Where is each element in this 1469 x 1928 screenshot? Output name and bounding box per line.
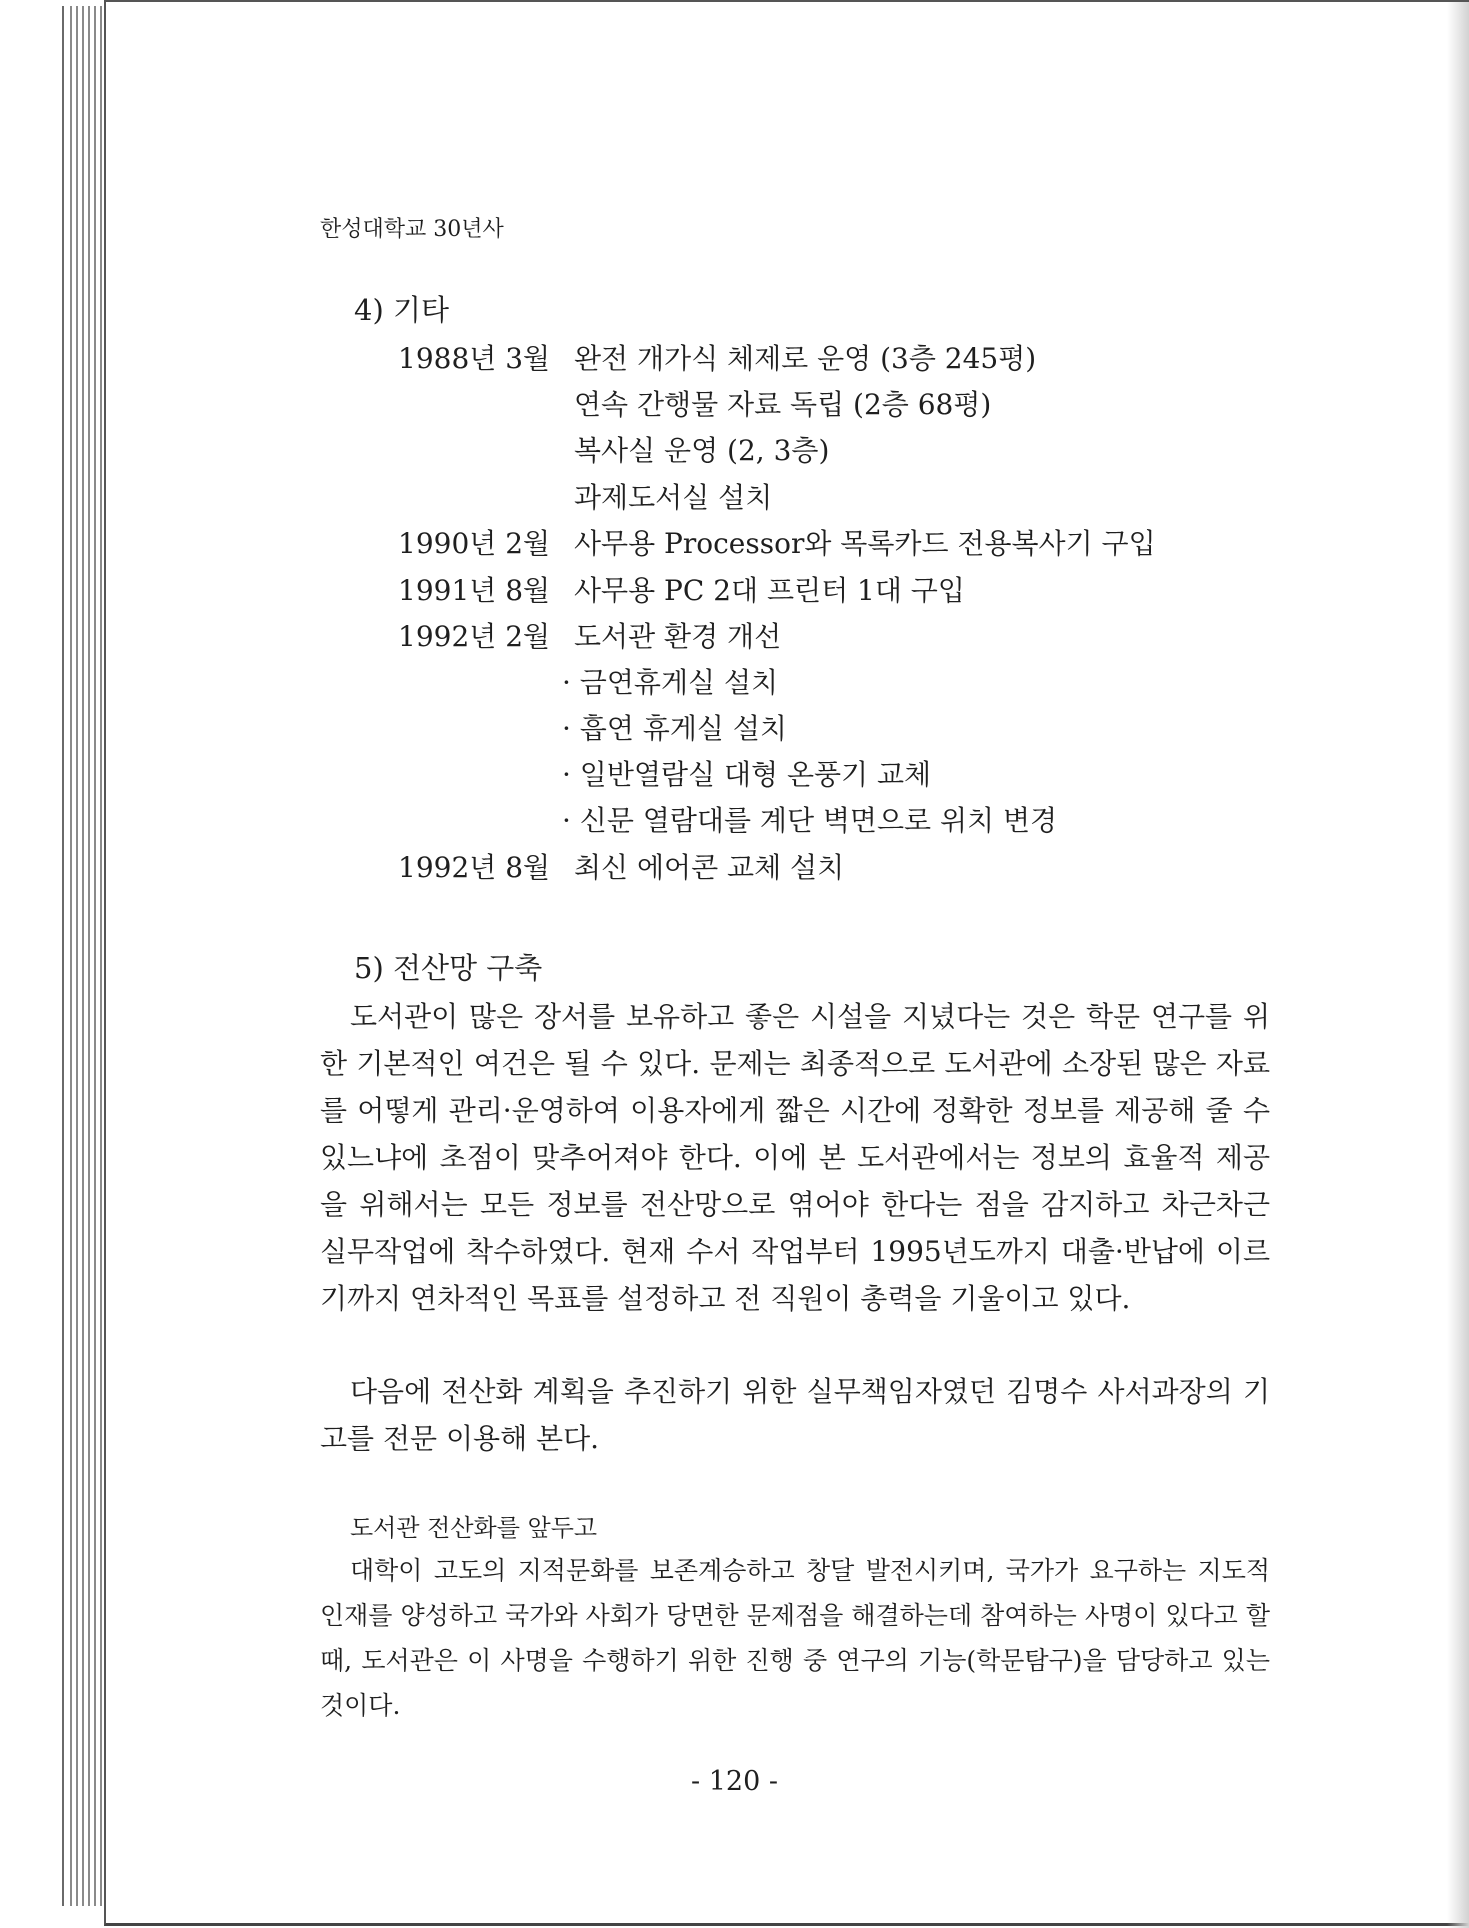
bullet-item: · 금연휴게실 설치 bbox=[562, 666, 779, 699]
entry-text: 최신 에어콘 교체 설치 bbox=[574, 851, 845, 884]
entry-text: 과제도서실 설치 bbox=[574, 481, 773, 514]
body-paragraph: 다음에 전산화 계획을 추진하기 위한 실무책임자였던 김명수 사서과장의 기고를 전문 이용해 본다. bbox=[320, 1375, 1270, 1455]
section-4-title: 4) 기타 bbox=[354, 293, 450, 327]
entry-text: 복사실 운영 (2, 3층) bbox=[574, 434, 830, 467]
entry-date: 1992년 2월 bbox=[398, 620, 551, 653]
entry-text: 연속 간행물 자료 독립 (2층 68평) bbox=[574, 388, 992, 421]
entry-date: 1990년 2월 bbox=[398, 527, 551, 560]
entry-text: 사무용 Processor와 목록카드 전용복사기 구입 bbox=[574, 527, 1156, 560]
entry-date: 1992년 8월 bbox=[398, 851, 551, 884]
entry-text: 도서관 환경 개선 bbox=[574, 620, 782, 653]
section-5-title: 5) 전산망 구축 bbox=[354, 951, 543, 985]
quote-title: 도서관 전산화를 앞두고 bbox=[350, 1514, 598, 1542]
entry-date: 1988년 3월 bbox=[398, 342, 551, 375]
page-number: - 120 - bbox=[691, 1766, 778, 1797]
bullet-item: · 일반열람실 대형 온풍기 교체 bbox=[562, 758, 932, 791]
entry-date: 1991년 8월 bbox=[398, 574, 551, 607]
bullet-item: · 흡연 휴게실 설치 bbox=[562, 712, 787, 745]
bullet-item: · 신문 열람대를 계단 벽면으로 위치 변경 bbox=[562, 804, 1058, 837]
page-edge-shadow bbox=[1447, 2, 1469, 1928]
entry-text: 사무용 PC 2대 프린터 1대 구입 bbox=[574, 574, 965, 607]
quote-paragraph: 대학이 고도의 지적문화를 보존계승하고 창달 발전시키며, 국가가 요구하는 지도적 인재를 양성하고 국가와 사회가 당면한 문제점을 해결하는데 참여하는 사명이 있다고 할 때, 도서관은 이 사명을 수행하기 위한 진행 중 연구의 기능(학문탐구)을 담당하고 있는 것이다. bbox=[320, 1556, 1270, 1720]
entry-text: 완전 개가식 체제로 운영 (3층 245평) bbox=[574, 342, 1037, 375]
running-header: 한성대학교 30년사 bbox=[320, 217, 504, 242]
body-paragraph: 도서관이 많은 장서를 보유하고 좋은 시설을 지녔다는 것은 학문 연구를 위한 기본적인 여건은 될 수 있다. 문제는 최종적으로 도서관에 소장된 많은 자료를 어떻게 관리·운영하여 이용자에게 짧은 시간에 정확한 정보를 제공해 줄 수 있느냐에 초점이 맞추어져야 한다. 이에 본 도서관에서는 정보의 효율적 제공을 위해서는 모든 정보를 전산망으로 엮어야 한다는 점을 감지하고 차근차근 실무작업에 착수하였다. 현재 수서 작업부터 1995년도까지 대출·반납에 이르기까지 연차적인 목표를 설정하고 전 직원이 총력을 기울이고 있다. bbox=[320, 1000, 1270, 1315]
